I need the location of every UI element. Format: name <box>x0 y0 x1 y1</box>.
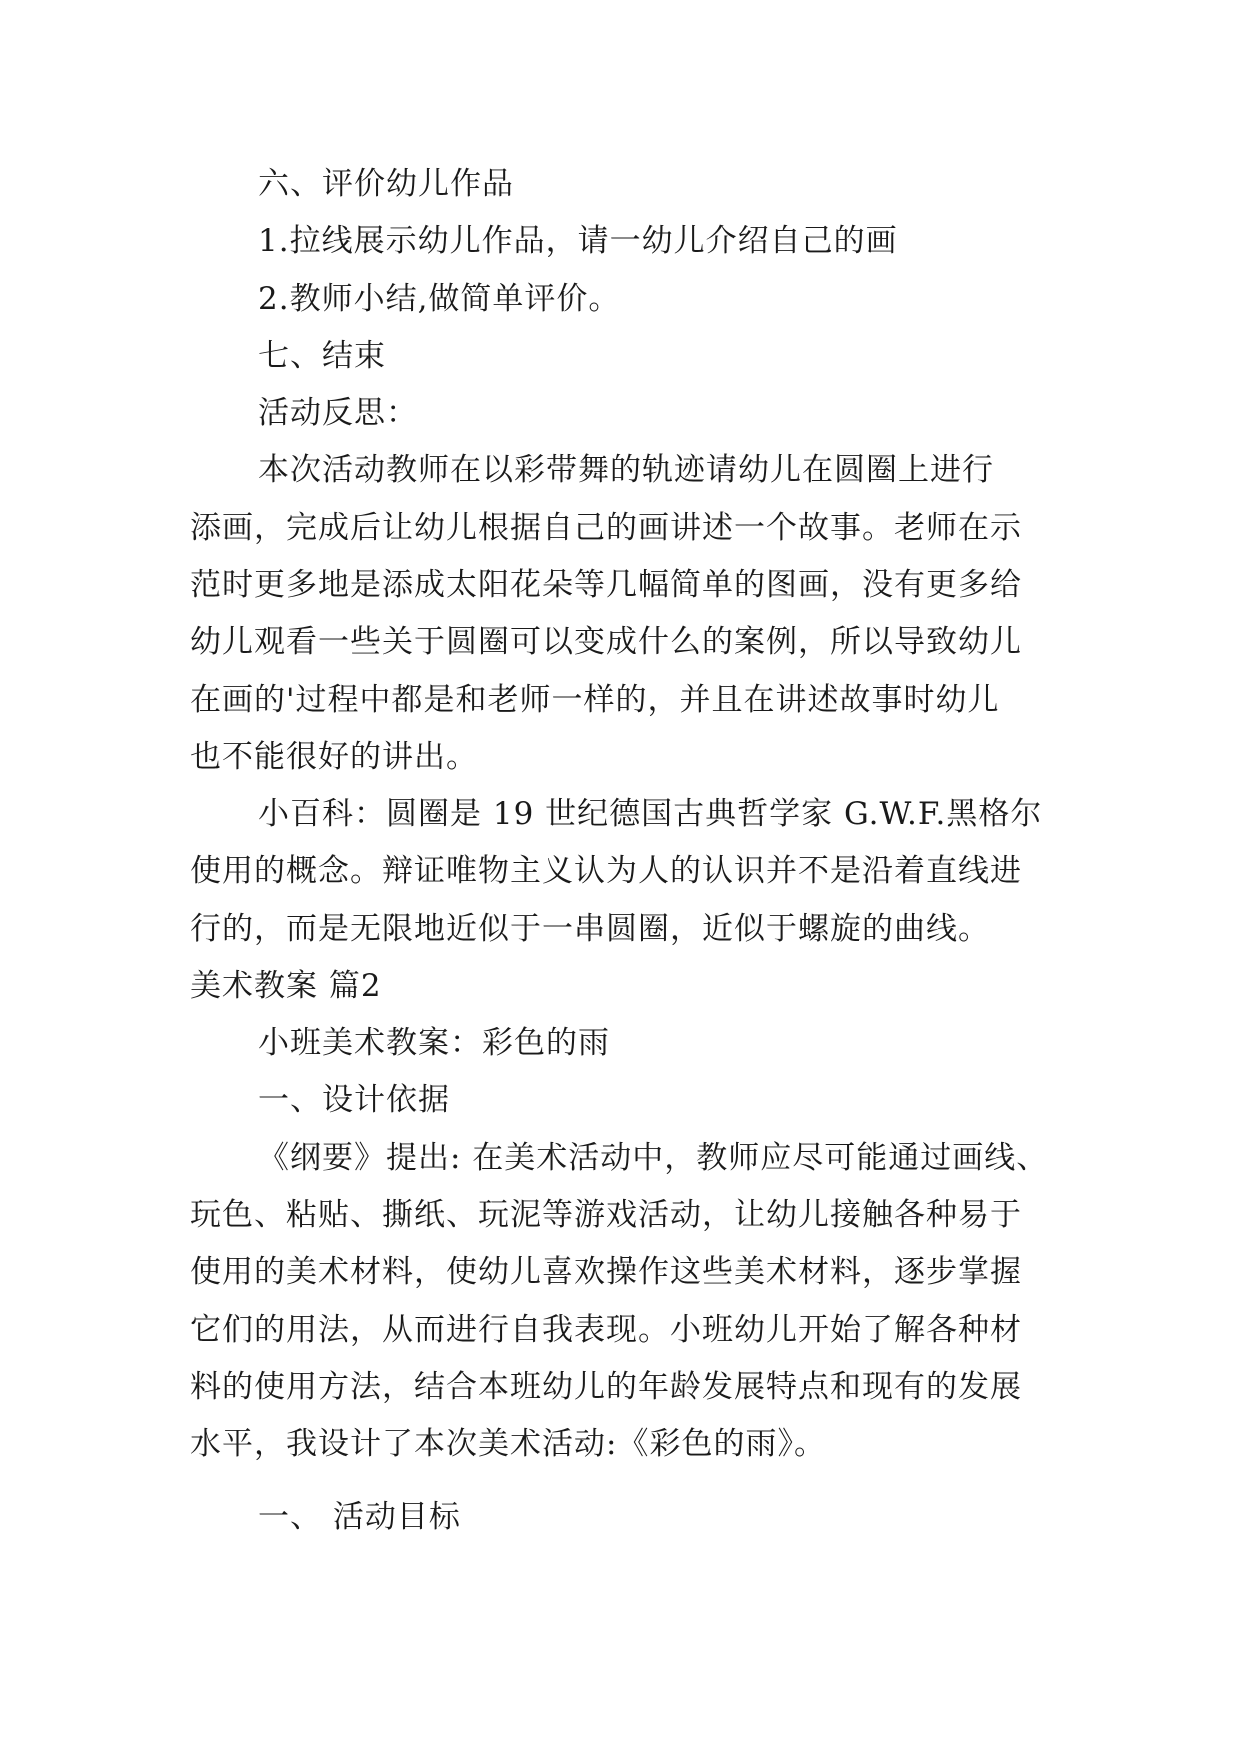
paragraph-line: 使用的概念。辩证唯物主义认为人的认识并不是沿着直线进 <box>190 853 1022 889</box>
paragraph-line: 玩色、粘贴、撕纸、玩泥等游戏活动，让幼儿接触各种易于 <box>190 1197 1022 1233</box>
list-item-2: 2.教师小结,做简单评价。 <box>258 281 621 317</box>
lesson-title: 小班美术教案：彩色的雨 <box>258 1025 610 1061</box>
section-heading-activity-goals: 一、 活动目标 <box>258 1499 461 1535</box>
paragraph-line: 料的使用方法，结合本班幼儿的年龄发展特点和现有的发展 <box>190 1369 1022 1405</box>
article-title: 美术教案 篇2 <box>190 968 382 1004</box>
paragraph-line: 范时更多地是添成太阳花朵等几幅简单的图画，没有更多给 <box>190 567 1022 603</box>
paragraph-line: 本次活动教师在以彩带舞的轨迹请幼儿在圆圈上进行 <box>258 452 994 488</box>
paragraph-line: 《纲要》提出: 在美术活动中，教师应尽可能通过画线、 <box>258 1140 1049 1176</box>
reflection-heading: 活动反思： <box>258 395 418 431</box>
paragraph-line: 行的，而是无限地近似于一串圆圈，近似于螺旋的曲线。 <box>190 911 990 947</box>
paragraph-line: 也不能很好的讲出。 <box>190 739 478 775</box>
paragraph-line: 它们的用法，从而进行自我表现。小班幼儿开始了解各种材 <box>190 1312 1022 1348</box>
paragraph-line: 在画的'过程中都是和老师一样的，并且在讲述故事时幼儿 <box>190 682 1000 718</box>
list-item-1: 1.拉线展示幼儿作品，请一幼儿介绍自己的画 <box>258 223 898 259</box>
paragraph-line: 幼儿观看一些关于圆圈可以变成什么的案例，所以导致幼儿 <box>190 624 1022 660</box>
paragraph-line: 使用的美术材料，使幼儿喜欢操作这些美术材料，逐步掌握 <box>190 1254 1022 1290</box>
paragraph-line: 水平，我设计了本次美术活动:《彩色的雨》。 <box>190 1426 826 1462</box>
paragraph-line: 添画，完成后让幼儿根据自己的画讲述一个故事。老师在示 <box>190 510 1022 546</box>
section-heading-design-basis: 一、设计依据 <box>258 1082 450 1118</box>
section-heading-end: 七、结束 <box>258 338 386 374</box>
section-heading-evaluate-works: 六、评价幼儿作品 <box>258 166 514 202</box>
paragraph-line: 小百科：圆圈是 19 世纪德国古典哲学家 G.W.F.黑格尔 <box>258 796 1043 832</box>
